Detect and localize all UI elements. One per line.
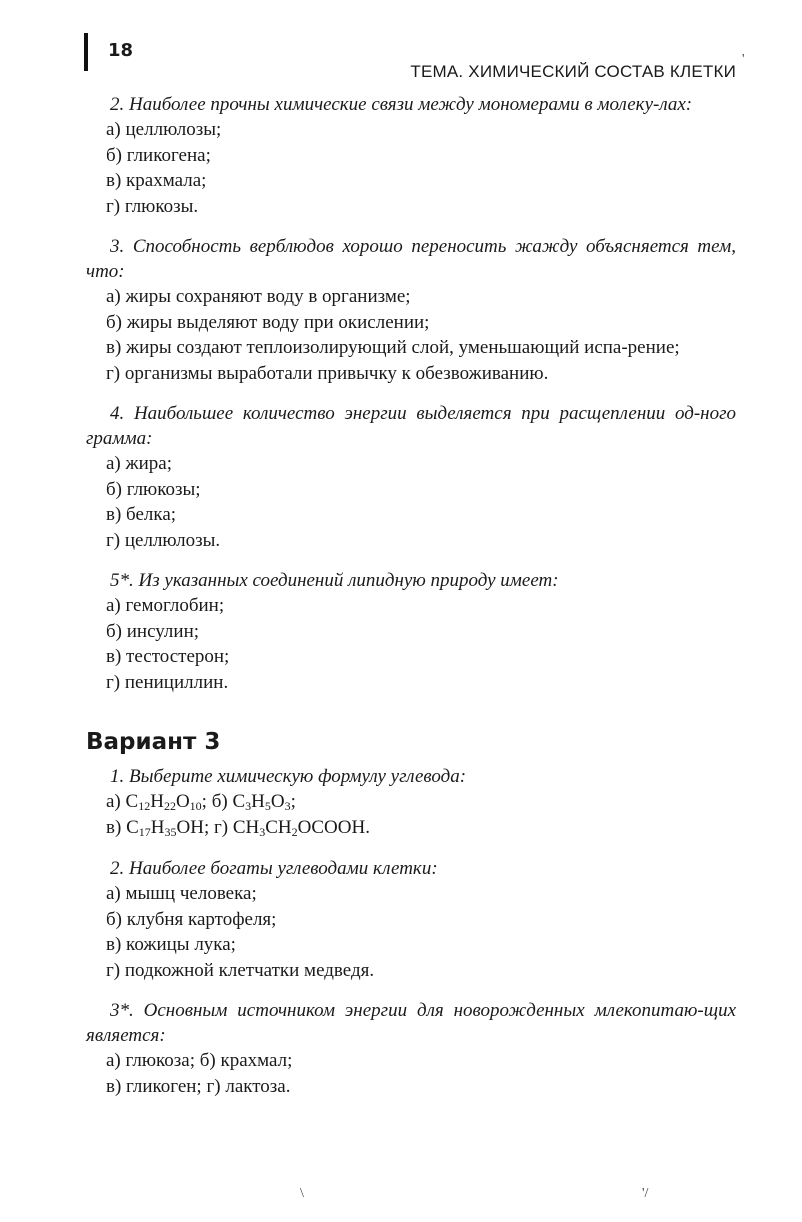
answer-option: г) глюкозы.: [106, 195, 199, 217]
answer-option: б) инсулин;: [106, 620, 200, 642]
answer-option: в) кожицы лука;: [106, 934, 236, 955]
answer-option: г) организмы выработали привычку к обезвоживанию.: [106, 362, 549, 384]
formula-line: в) $C_{17}H_{35}OH$; г) $CH_3CH_2OCOOH$.: [106, 817, 370, 839]
answer-option: г) пенициллин.: [106, 671, 229, 693]
answer-option: в) тестостерон;: [106, 646, 230, 667]
answer-option: б) жиры выделяют воду при окислении;: [106, 311, 430, 333]
margin-bar: [84, 33, 88, 71]
question-text: 5*. Из указанных соединений липидную природу имеет:: [110, 570, 559, 591]
question-text: 1. Выберите химическую формулу углевода:: [110, 766, 467, 787]
answer-option: б) клубня картофеля;: [106, 908, 277, 930]
running-title: ТЕМА. ХИМИЧЕСКИЙ СОСТАВ КЛЕТКИ: [410, 62, 736, 81]
question-text: 4. Наибольшее количество энергии выделяется при расщеплении од-ного грамма:: [86, 403, 736, 449]
answer-option: а) гемоглобин;: [106, 595, 225, 616]
page-number: 18: [108, 40, 134, 61]
answer-option: в) гликоген; г) лактоза.: [106, 1075, 291, 1097]
answer-option: г) целлюлозы.: [106, 529, 221, 551]
question-text: 2. Наиболее прочны химические связи между мономерами в молеку-лах:: [110, 94, 693, 115]
answer-option: г) подкожной клетчатки медведя.: [106, 959, 375, 981]
formula-end: .: [365, 817, 370, 838]
answer-option: в) жиры создают теплоизолирующий слой, уменьшающий испа-рение;: [106, 337, 680, 358]
question-text: 3. Способность верблюдов хорошо переносить жажду объясняется тем, что:: [86, 236, 736, 282]
formula-line: а) $C_{12}H_{22}O_{10}$; б) $C_3H_5O_3$;: [106, 791, 296, 813]
content: [86, 92, 736, 1099]
answer-option: а) жиры сохраняют воду в организме;: [106, 286, 411, 307]
answer-option: в) белка;: [106, 504, 177, 525]
answer-option: в) крахмала;: [106, 170, 207, 191]
answer-option: б) глюкозы;: [106, 478, 201, 500]
option-label: ; б): [201, 791, 228, 812]
answer-option: а) жира;: [106, 453, 173, 474]
variant-heading: Вариант 3: [86, 729, 221, 755]
option-label: в): [106, 817, 122, 838]
scan-speck: ': [742, 52, 745, 67]
answer-option: а) глюкоза; б) крахмал;: [106, 1050, 293, 1071]
answer-option: а) мышц человека;: [106, 883, 257, 904]
option-label: а): [106, 791, 121, 812]
answer-option: а) целлюлозы;: [106, 119, 222, 140]
question-text: 2. Наиболее богаты углеводами клетки:: [110, 858, 438, 879]
scan-speck: '/: [642, 1186, 649, 1201]
option-label: ; г): [203, 817, 229, 838]
scan-speck: \: [300, 1186, 304, 1201]
question-text: 3*. Основным источником энергии для новорожденных млекопитаю-щих является:: [86, 1000, 736, 1046]
answer-option: б) гликогена;: [106, 144, 211, 166]
